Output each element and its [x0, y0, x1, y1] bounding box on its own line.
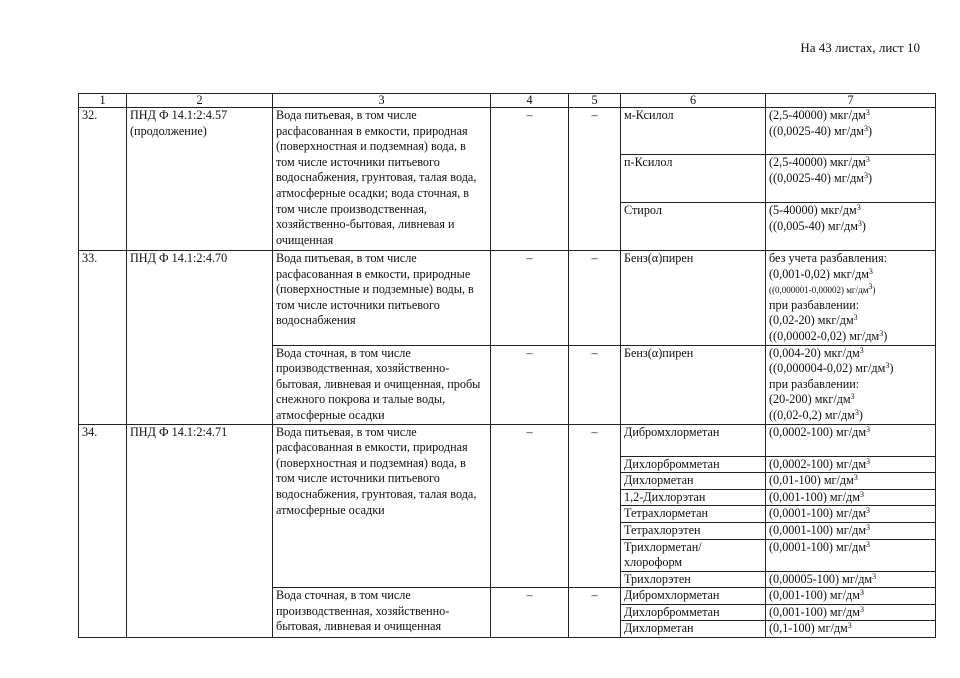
dash-cell: – — [569, 588, 621, 638]
range-cell: (0,001-100) $мг/дм^3$ — [766, 489, 936, 506]
range-cell: (0,01-100) $мг/дм^3$ — [766, 473, 936, 490]
analyte-cell: Дихлорметан — [621, 621, 766, 638]
object-cell: Вода питьевая, в том числе расфасованная в емкости, природная (поверхностная и подземная) вода, в том числе источники питьевого водоснабжения, грунтовая, талая вода, атмосферные осадки; вода сточная, в том числе производственная, хозяйственно-бытовая, ливневая и очищенная — [273, 108, 491, 251]
col-header: 5 — [569, 94, 621, 108]
col-header: 7 — [766, 94, 936, 108]
range-cell: (0,0001-100) $мг/дм^3$ — [766, 522, 936, 539]
analyte-cell: Трихлорметан/ хлороформ — [621, 539, 766, 571]
range-cell: без учета разбавления: (0,001-0,02) мкг/$дм^3$ ((0,000001-0,00002) $мг/дм^3$) при разбавлении: (0,02-20) мкг/$дм^3$ ((0,00002-0,02) $мг/дм^3$) — [766, 251, 936, 346]
analyte-cell: Дихлорбромметан — [621, 604, 766, 621]
dash-cell: – — [491, 424, 569, 588]
table-row — [79, 424, 936, 456]
range-cell: (0,001-100) $мг/дм^3$ — [766, 588, 936, 605]
analyte-cell: Дихлорбромметан — [621, 456, 766, 473]
range-cell: (2,5-40000) мкг/$дм^3$ ((0,0025-40) $мг/дм^3$) — [766, 108, 936, 155]
analyte-cell: 1,2-Дихлорэтан — [621, 489, 766, 506]
table-row — [79, 251, 936, 346]
sheet-info: На 43 листах, лист 10 — [800, 40, 920, 55]
dash-cell: – — [491, 108, 569, 251]
object-cell: Вода сточная, в том числе производственная, хозяйственно-бытовая, ливневая и очищенная, пробы снежного покрова и талые воды, атмосферные осадки — [273, 345, 491, 424]
object-cell: Вода сточная, в том числе производственная, хозяйственно-бытовая, ливневая и очищенная — [273, 588, 491, 638]
range-cell: (0,0002-100) $мг/дм^3$ — [766, 424, 936, 456]
analyte-cell: м-Ксилол — [621, 108, 766, 155]
col-header: 3 — [273, 94, 491, 108]
row-number: 34. — [79, 424, 127, 638]
range-cell: (0,1-100) $мг/дм^3$ — [766, 621, 936, 638]
row-number: 33. — [79, 251, 127, 425]
method-cell: ПНД Ф 14.1:2:4.71 — [127, 424, 273, 638]
col-header: 2 — [127, 94, 273, 108]
object-cell: Вода питьевая, в том числе расфасованная в емкости, природная (поверхностная и подземная) вода, в том числе источники питьевого водоснабжения, грунтовая, талая вода, атмосферные осадки — [273, 424, 491, 588]
analyte-cell: Тетрахлорметан — [621, 506, 766, 523]
col-header: 1 — [79, 94, 127, 108]
analyte-cell: п-Ксилол — [621, 155, 766, 203]
range-cell: (0,0002-100) $мг/дм^3$ — [766, 456, 936, 473]
range-cell: (0,0001-100) $мг/дм^3$ — [766, 506, 936, 523]
measurement-table — [78, 93, 936, 638]
dash-cell: – — [491, 588, 569, 638]
dash-cell: – — [569, 108, 621, 251]
dash-cell: – — [569, 251, 621, 346]
col-header: 6 — [621, 94, 766, 108]
column-number-row — [79, 94, 936, 108]
dash-cell: – — [491, 251, 569, 346]
analyte-cell: Дибромхлорметан — [621, 588, 766, 605]
dash-cell: – — [569, 345, 621, 424]
method-cell: ПНД Ф 14.1:2:4.70 — [127, 251, 273, 425]
dash-cell: – — [491, 345, 569, 424]
analyte-cell: Тетрахлорэтен — [621, 522, 766, 539]
range-cell: (2,5-40000) мкг/$дм^3$ ((0,0025-40) $мг/дм^3$) — [766, 155, 936, 203]
analyte-cell: Дихлорметан — [621, 473, 766, 490]
analyte-cell: Бенз(α)пирен — [621, 251, 766, 346]
range-cell: (0,00005-100) $мг/дм^3$ — [766, 571, 936, 588]
range-cell: (0,0001-100) $мг/дм^3$ — [766, 539, 936, 571]
analyte-cell: Трихлорэтен — [621, 571, 766, 588]
range-cell: (0,004-20) мкг/$дм^3$ ((0,000004-0,02) $мг/дм^3$) при разбавлении: (20-200) мкг/$дм^3$ ((0,02-0,2) $мг/дм^3$) — [766, 345, 936, 424]
object-cell: Вода питьевая, в том числе расфасованная в емкости, природные (поверхностные и подземные) воды, в том числе источники питьевого водоснабжения — [273, 251, 491, 346]
analyte-cell: Стирол — [621, 203, 766, 251]
range-cell: (0,001-100) $мг/дм^3$ — [766, 604, 936, 621]
range-cell: (5-40000) мкг/$дм^3$ ((0,005-40) $мг/дм^3$) — [766, 203, 936, 251]
row-number: 32. — [79, 108, 127, 251]
analyte-cell: Дибромхлорметан — [621, 424, 766, 456]
col-header: 4 — [491, 94, 569, 108]
analyte-cell: Бенз(α)пирен — [621, 345, 766, 424]
table-row — [79, 108, 936, 155]
method-cell: ПНД Ф 14.1:2:4.57 (продолжение) — [127, 108, 273, 251]
dash-cell: – — [569, 424, 621, 588]
